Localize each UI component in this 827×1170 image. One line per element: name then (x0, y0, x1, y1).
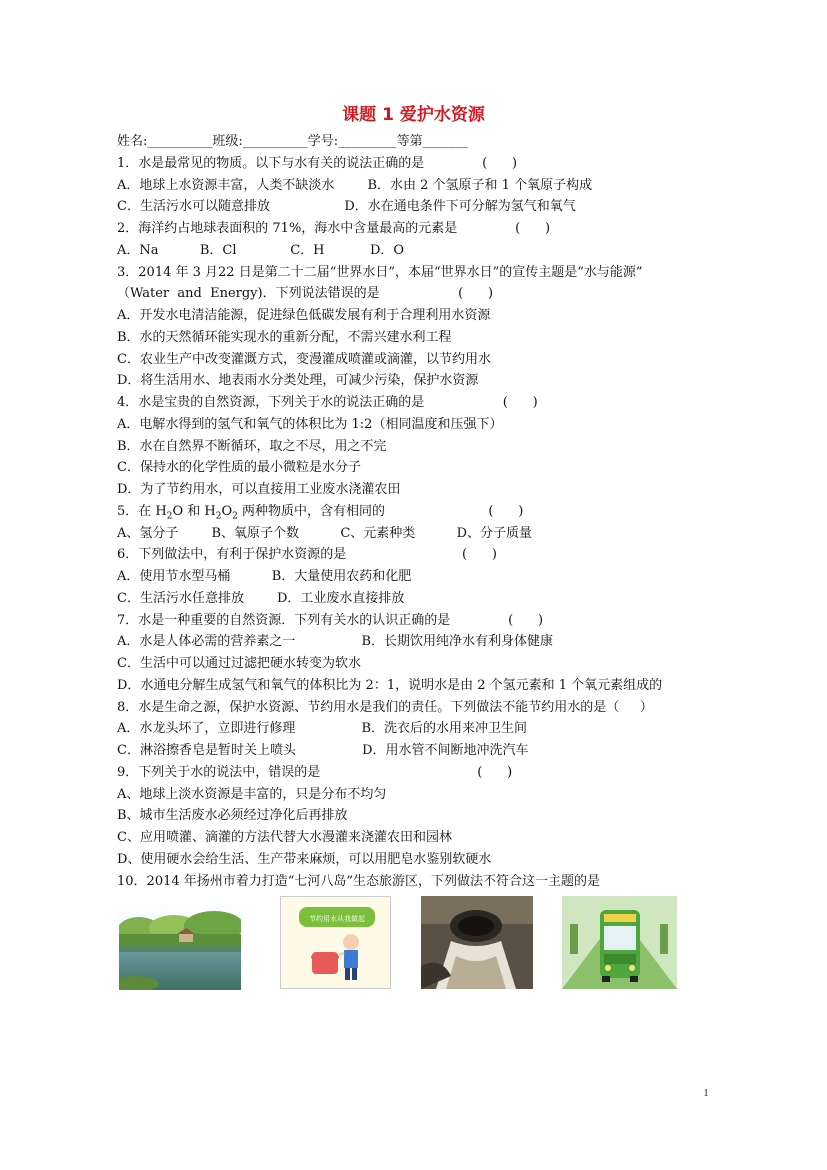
question-7-options-ab: A．水是人体必需的营养素之一 B．长期饮用纯净水有利身体健康 (117, 634, 554, 650)
q5-sub-2: 2 (215, 511, 222, 522)
question-8-options-cd: C．淋浴擦香皂是暂时关上喷头 D．用水管不间断地冲洗汽车 (117, 743, 529, 758)
question-3-option-b: B．水的天然循环能实现水的重新分配，不需兴建水利工程 (117, 329, 452, 345)
question-3-option-d: D．将生活用水、地表雨水分类处理，可减少污染，保护水资源 (117, 373, 479, 389)
question-9-option-d: D、使用硬水会给生活、生产带来麻烦，可以用肥皂水鉴别软硬水 (117, 851, 492, 867)
question-3-option-a: A．开发水电清洁能源，促进绿色低碳发展有利于合理利用水资源 (117, 308, 491, 323)
question-7: 7．水是一种重要的自然资源．下列有关水的认识正确的是 ( ) (117, 612, 544, 628)
lake-park-image (119, 896, 241, 990)
question-7-option-c: C．生活中可以通过过滤把硬水转变为软水 (117, 656, 361, 671)
question-3-option-c: C．农业生产中改变灌溉方式，变漫灌成喷灌或滴灌，以节约用水 (117, 351, 491, 367)
question-list (117, 131, 717, 892)
question-4-option-a: A．电解水得到的氢气和氧气的体积比为 1:2（相同温度和压强下） (117, 416, 503, 432)
q5-mid2: O (221, 503, 233, 519)
page-number: 1 (703, 1088, 709, 1099)
q5-sub-3: 2 (232, 511, 238, 522)
question-3-cont: （Water and Energy)．下列说法错误的是 ( ) (117, 286, 494, 302)
poster-slogan: 节约用水从我做起 (309, 915, 365, 923)
page-title: 课题 1 爱护水资源 (342, 105, 485, 125)
question-9-option-a: A、地球上淡水资源是丰富的，只是分布不均匀 (117, 786, 387, 802)
q5-prefix: 5．在 H (117, 503, 167, 519)
question-2-options: A．Na B．Cl C．H D．O (117, 242, 405, 258)
green-bus-image (562, 896, 677, 989)
question-3: 3．2014 年 3 月22 日是第二十二届“世界水日”，本届“世界水日”的宣传主题是“水与能源” (117, 264, 643, 280)
question-1: 1．水是最常见的物质。以下与水有关的说法正确的是 ( ) (117, 155, 518, 171)
question-4-option-c: C．保持水的化学性质的最小微粒是水分子 (117, 460, 361, 476)
question-9-option-c: C、应用喷灌、滴灌的方法代替大水漫灌来浇灌农田和园林 (117, 830, 452, 845)
question-2: 2．海洋约占地球表面积的 71%，海水中含量最高的元素是 ( ) (117, 221, 551, 236)
question-9-option-b: B、城市生活废水必须经过净化后再排放 (117, 808, 348, 824)
q5-suffix: 两种物质中，含有相同的 ( ) (237, 503, 524, 519)
question-5 (117, 501, 717, 523)
question-6: 6．下列做法中，有利于保护水资源的是 ( ) (117, 547, 497, 563)
question-8-options-ab: A．水龙头坏了，立即进行修理 B．洗衣后的水用来冲卫生间 (117, 721, 528, 737)
question-9: 9．下列关于水的说法中，错误的是 ( ) (117, 764, 513, 780)
question-1-options-ab: A．地球上水资源丰富，人类不缺淡水 B．水由 2 个氢原子和 1 个氧原子构成 (117, 177, 593, 193)
question-4: 4．水是宝贵的自然资源，下列关于水的说法正确的是 ( ) (117, 395, 538, 410)
question-10: 10．2014 年扬州市着力打造“七河八岛”生态旅游区，下列做法不符合这一主题的是 (117, 873, 601, 889)
question-4-option-b: B．水在自然界不断循环，取之不尽，用之不完 (117, 438, 387, 454)
question-6-options-cd: C．生活污水任意排放 D．工业废水直接排放 (117, 590, 405, 606)
question-6-options-ab: A．使用节水型马桶 B．大量使用农药和化肥 (117, 569, 412, 584)
q5-mid: O 和 H (172, 503, 216, 519)
student-info-line: 姓名:__________班级:__________学号:_________等第_______ (117, 134, 469, 149)
sewage-discharge-image (421, 896, 533, 989)
water-saving-poster-image (280, 896, 391, 989)
question-1-options-cd: C．生活污水可以随意排放 D．水在通电条件下可分解为氢气和氧气 (117, 199, 576, 215)
question-7-option-d: D．水通电分解生成氢气和氧气的体积比为 2：1，说明水是由 2 个氢元素和 1 个氧元素组成的 (117, 677, 663, 693)
q5-sub-1: 2 (166, 511, 173, 522)
question-10-images (0, 896, 827, 991)
question-8: 8．水是生命之源，保护水资源、节约用水是我们的责任。下列做法不能节约用水的是（ ） (117, 699, 653, 715)
question-5-options: A、氢分子 B、氧原子个数 C、元素种类 D、分子质量 (117, 525, 533, 541)
question-4-option-d: D．为了节约用水，可以直接用工业废水浇灌农田 (117, 482, 401, 497)
